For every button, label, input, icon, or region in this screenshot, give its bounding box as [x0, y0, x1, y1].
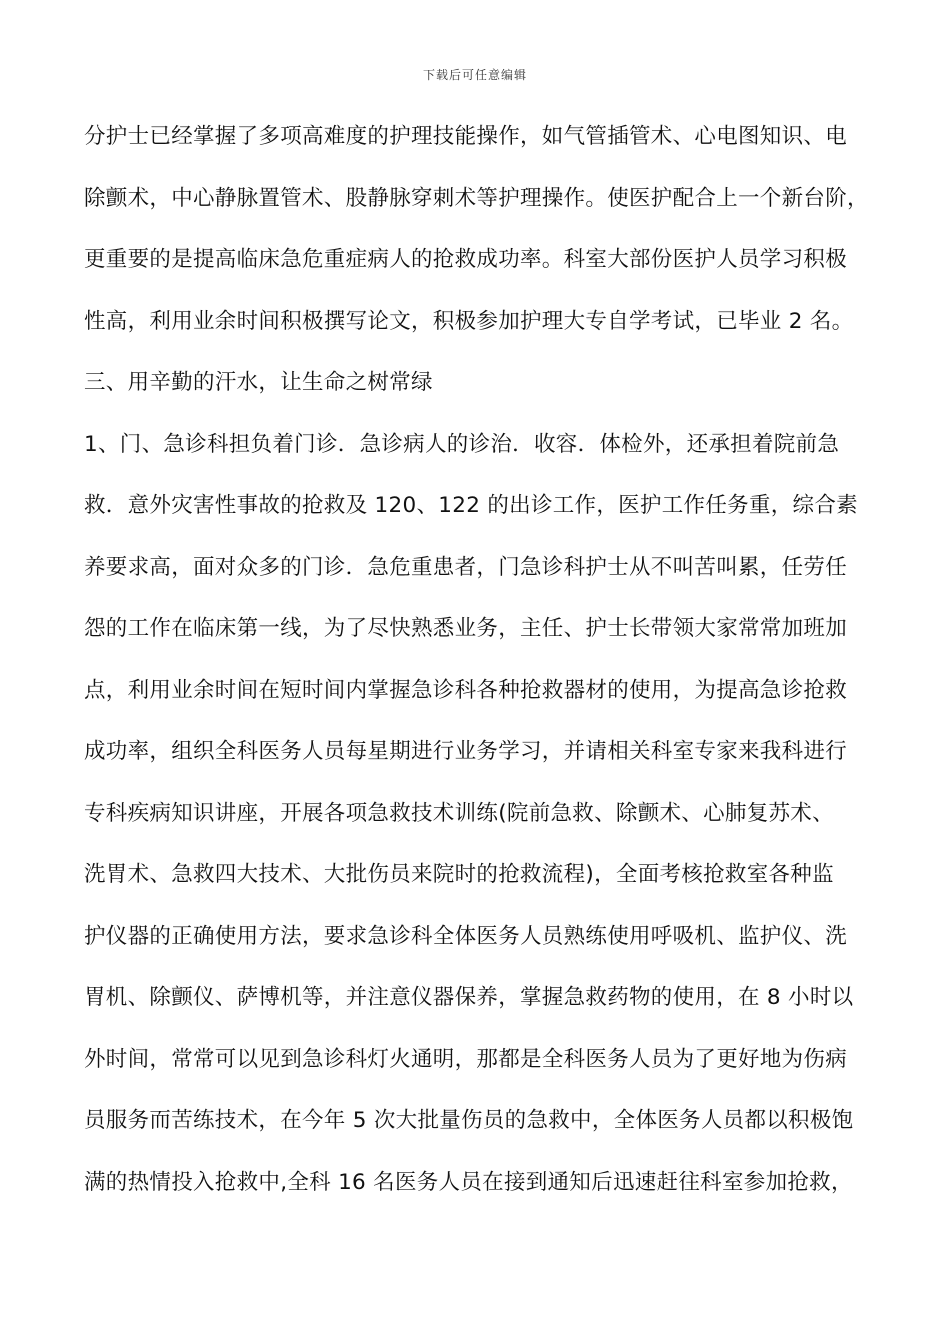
body-line: 员服务而苦练技术，在今年 5 次大批量伤员的急救中，全体医务人员都以积极饱	[84, 1108, 854, 1133]
body-line: 更重要的是提高临床急危重症病人的抢救成功率。科室大部份医护人员学习积极	[84, 247, 848, 272]
section-heading: 三、用辛勤的汗水，让生命之树常绿	[84, 370, 433, 395]
page-header: 下载后可任意编辑	[422, 68, 527, 82]
body-line: 除颤术，中心静脉置管术、股静脉穿刺术等护理操作。使医护配合上一个新台阶，	[84, 185, 869, 211]
body-line: 救．意外灾害性事故的抢救及 120、122 的出诊工作，医护工作任务重，综合素	[84, 493, 858, 518]
body-line: 1、门、急诊科担负着门诊．急诊病人的诊治．收容．体检外，还承担着院前急	[84, 431, 840, 457]
body-line: 外时间，常常可以见到急诊科灯火通明，那都是全科医务人员为了更好地为伤病	[84, 1046, 848, 1072]
body-line: 满的热情投入抢救中,全科 16 名医务人员在接到通知后迅速赶往科室参加抢救，	[84, 1169, 853, 1195]
document-body	[84, 117, 884, 1224]
body-line: 分护士已经掌握了多项高难度的护理技能操作，如气管插管术、心电图知识、电	[84, 124, 848, 149]
body-line: 洗胃术、急救四大技术、大批伤员来院时的抢救流程)，全面考核抢救室各种监	[84, 862, 834, 887]
body-line: 性高，利用业余时间积极撰写论文，积极参加护理大专自学考试，已毕业 2 名。	[84, 308, 854, 334]
body-line: 养要求高，面对众多的门诊．急危重患者，门急诊科护士从不叫苦叫累，任劳任	[84, 554, 848, 580]
body-line: 胃机、除颤仪、萨博机等，并注意仪器保养，掌握急救药物的使用，在 8 小时以	[84, 985, 854, 1010]
body-line: 点，利用业余时间在短时间内掌握急诊科各种抢救器材的使用，为提高急诊抢救	[84, 677, 848, 703]
body-line: 成功率，组织全科医务人员每星期进行业务学习，并请相关科室专家来我科进行	[84, 739, 848, 764]
body-line: 怨的工作在临床第一线，为了尽快熟悉业务，主任、护士长带领大家常常加班加	[84, 616, 848, 641]
body-line: 护仪器的正确使用方法，要求急诊科全体医务人员熟练使用呼吸机、监护仪、洗	[84, 923, 848, 949]
body-line: 专科疾病知识讲座，开展各项急救技术训练(院前急救、除颤术、心肺复苏术、	[84, 800, 834, 826]
